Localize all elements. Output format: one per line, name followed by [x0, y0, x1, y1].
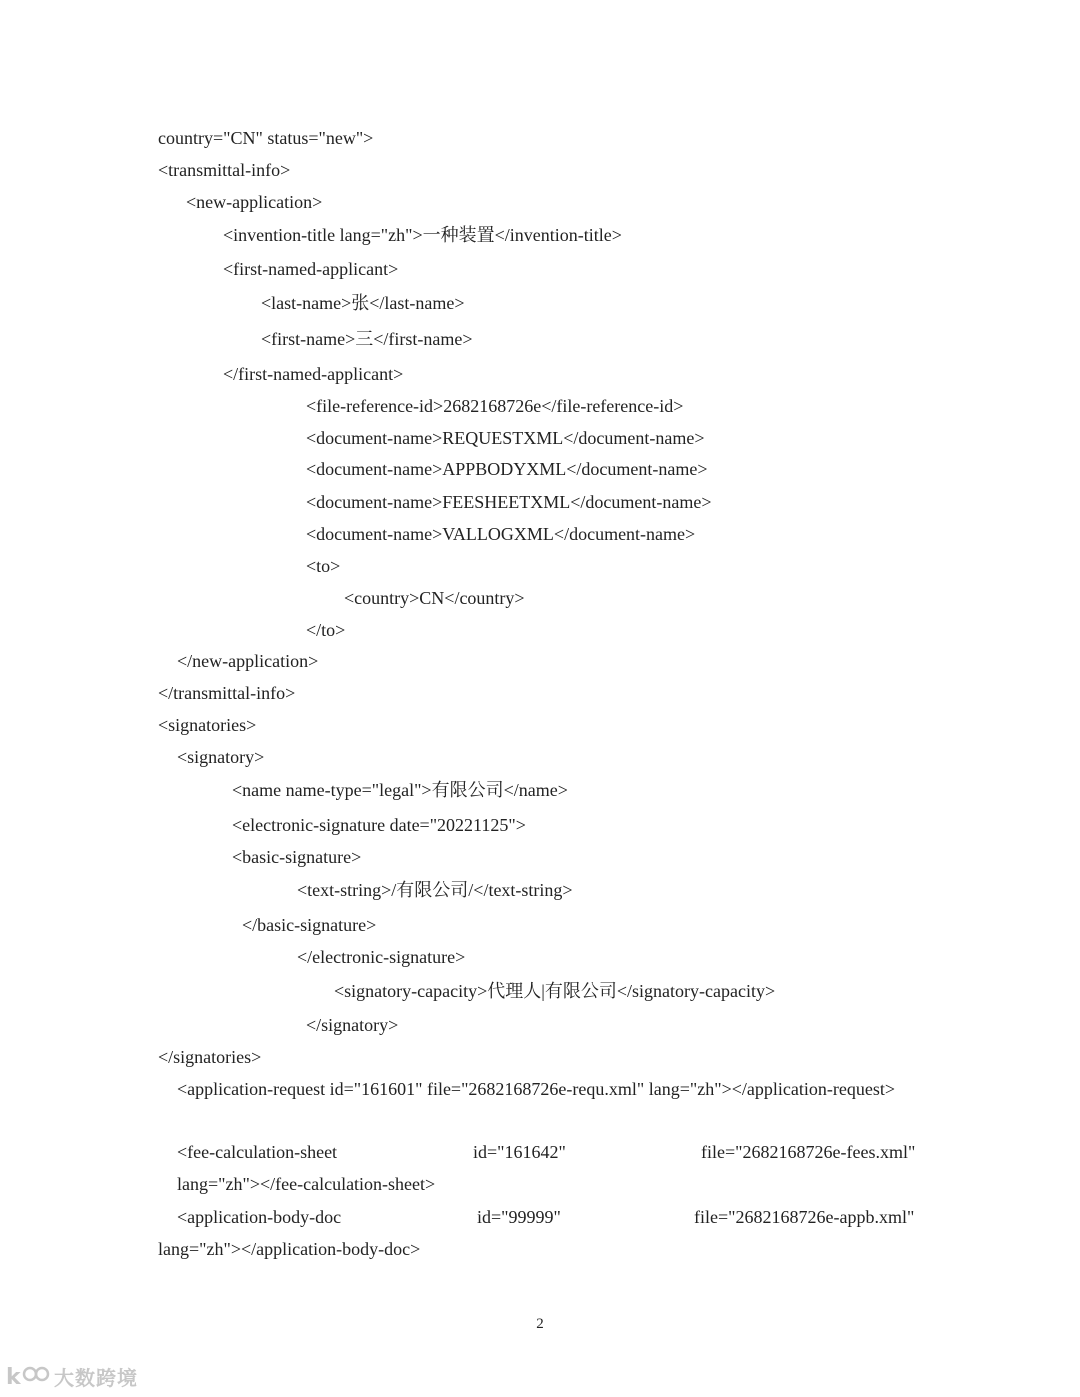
xml-line: </first-named-applicant> — [223, 364, 404, 384]
xml-line: </new-application> — [177, 651, 319, 671]
xml-line: </transmittal-info> — [158, 683, 296, 703]
xml-line: <first-name>三</first-name> — [261, 329, 473, 349]
xml-line: <new-application> — [186, 192, 323, 212]
xml-line: <document-name>REQUESTXML</document-name> — [306, 428, 705, 448]
xml-line: <application-request id="161601" file="2682168726e-requ.xml" lang="zh"></application-request> — [177, 1079, 895, 1099]
svg-text:k: k — [6, 1365, 21, 1390]
xml-line: <basic-signature> — [232, 847, 362, 867]
xml-line: <text-string>/有限公司/</text-string> — [297, 880, 573, 900]
xml-line: <document-name>VALLOGXML</document-name> — [306, 524, 696, 544]
xml-line: <electronic-signature date="20221125"> — [232, 815, 526, 835]
xml-line: <signatories> — [158, 715, 257, 735]
xml-line: <transmittal-info> — [158, 160, 291, 180]
xml-line: <signatory> — [177, 747, 265, 767]
xml-line: </signatory> — [306, 1015, 399, 1035]
xml-line: file="2682168726e-appb.xml" — [694, 1207, 915, 1227]
xml-line: </basic-signature> — [242, 915, 377, 935]
xml-line: <fee-calculation-sheet — [177, 1142, 338, 1162]
xml-line: country="CN" status="new"> — [158, 128, 374, 148]
watermark-text: 大数跨境 — [54, 1365, 138, 1390]
xml-line: <to> — [306, 556, 341, 576]
xml-line: <invention-title lang="zh">一种装置</invention-title> — [223, 225, 622, 245]
page-number: 2 — [536, 1316, 544, 1332]
xml-line: id="99999" — [477, 1207, 561, 1227]
xml-line: <first-named-applicant> — [223, 259, 399, 279]
xml-line: id="161642" — [473, 1142, 566, 1162]
xml-line: file="2682168726e-fees.xml" — [701, 1142, 916, 1162]
xml-line: <country>CN</country> — [344, 588, 525, 608]
xml-line: </to> — [306, 620, 346, 640]
xml-line: </electronic-signature> — [297, 947, 466, 967]
xml-line: <application-body-doc — [177, 1207, 342, 1227]
xml-line: <signatory-capacity>代理人|有限公司</signatory-capacity> — [334, 981, 776, 1001]
watermark — [6, 1360, 138, 1392]
xml-line: <last-name>张</last-name> — [261, 293, 465, 313]
xml-line: lang="zh"></application-body-doc> — [158, 1239, 421, 1259]
xml-line: lang="zh"></fee-calculation-sheet> — [177, 1174, 436, 1194]
k-logo-icon — [6, 1362, 50, 1390]
xml-line: <document-name>FEESHEETXML</document-name> — [306, 492, 712, 512]
xml-line: <name name-type="legal">有限公司</name> — [232, 780, 568, 800]
xml-line: </signatories> — [158, 1047, 262, 1067]
xml-line: <document-name>APPBODYXML</document-name> — [306, 459, 708, 479]
xml-line: <file-reference-id>2682168726e</file-reference-id> — [306, 396, 684, 416]
